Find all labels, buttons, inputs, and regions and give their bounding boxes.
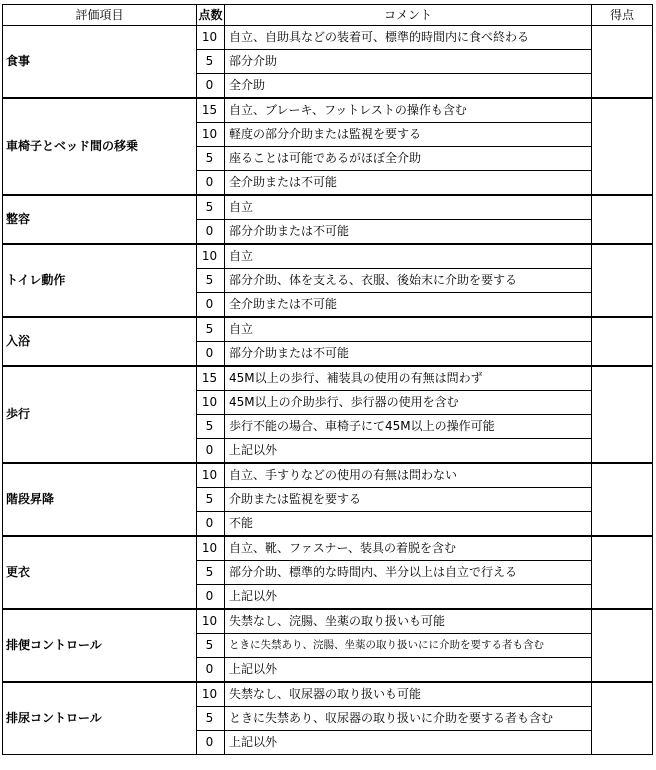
comment-cell: 上記以外 — [225, 439, 592, 464]
evaluation-item: 排便コントロール — [3, 609, 197, 682]
points-cell: 10 — [197, 463, 225, 488]
evaluation-item: 階段昇降 — [3, 463, 197, 536]
comment-cell: 失禁なし、浣腸、坐薬の取り扱いも可能 — [225, 609, 592, 634]
evaluation-item: 排尿コントロール — [3, 682, 197, 755]
points-cell: 5 — [197, 317, 225, 342]
points-cell: 10 — [197, 682, 225, 707]
points-cell: 15 — [197, 366, 225, 391]
score-input-cell[interactable] — [592, 244, 653, 317]
score-input-cell[interactable] — [592, 195, 653, 244]
comment-cell: 軽度の部分介助または監視を要する — [225, 123, 592, 147]
comment-cell: 部分介助または不可能 — [225, 220, 592, 245]
points-cell: 5 — [197, 488, 225, 512]
header-points: 点数 — [197, 5, 225, 26]
header-comment: コメント — [225, 5, 592, 26]
evaluation-item: 食事 — [3, 26, 197, 99]
comment-cell: 全介助または不可能 — [225, 293, 592, 318]
score-input-cell[interactable] — [592, 366, 653, 463]
comment-cell: 上記以外 — [225, 585, 592, 610]
points-cell: 5 — [197, 147, 225, 171]
points-cell: 0 — [197, 512, 225, 537]
header-item: 評価項目 — [3, 5, 197, 26]
points-cell: 10 — [197, 536, 225, 561]
points-cell: 5 — [197, 561, 225, 585]
points-cell: 5 — [197, 707, 225, 731]
comment-cell: 自立 — [225, 244, 592, 269]
points-cell: 0 — [197, 731, 225, 755]
comment-cell: 部分介助 — [225, 50, 592, 74]
evaluation-item: トイレ動作 — [3, 244, 197, 317]
comment-cell: 45M以上の介助歩行、歩行器の使用を含む — [225, 391, 592, 415]
points-cell: 0 — [197, 342, 225, 367]
evaluation-item: 更衣 — [3, 536, 197, 609]
comment-cell: 自立、靴、ファスナー、装具の着脱を含む — [225, 536, 592, 561]
points-cell: 0 — [197, 74, 225, 99]
points-cell: 5 — [197, 195, 225, 220]
table-row — [3, 244, 653, 269]
evaluation-item: 入浴 — [3, 317, 197, 366]
score-input-cell[interactable] — [592, 536, 653, 609]
points-cell: 0 — [197, 293, 225, 318]
points-cell: 0 — [197, 585, 225, 610]
comment-cell: 歩行不能の場合、車椅子にて45M以上の操作可能 — [225, 415, 592, 439]
table-row — [3, 463, 653, 488]
comment-cell: 不能 — [225, 512, 592, 537]
points-cell: 5 — [197, 269, 225, 293]
comment-cell: 座ることは可能であるがほぼ全介助 — [225, 147, 592, 171]
comment-cell: 自立、ブレーキ、フットレストの操作も含む — [225, 98, 592, 123]
comment-cell: 自立、自助具などの装着可、標準的時間内に食べ終わる — [225, 26, 592, 50]
table-body — [3, 26, 653, 755]
points-cell: 15 — [197, 98, 225, 123]
points-cell: 5 — [197, 634, 225, 658]
table-row — [3, 317, 653, 342]
comment-cell: 部分介助または不可能 — [225, 342, 592, 367]
points-cell: 10 — [197, 244, 225, 269]
evaluation-item: 整容 — [3, 195, 197, 244]
points-cell: 5 — [197, 50, 225, 74]
comment-cell: 介助または監視を要する — [225, 488, 592, 512]
points-cell: 5 — [197, 415, 225, 439]
comment-cell: 全介助 — [225, 74, 592, 99]
header-score: 得点 — [592, 5, 653, 26]
table-row — [3, 682, 653, 707]
comment-cell: 45M以上の歩行、補装具の使用の有無は問わず — [225, 366, 592, 391]
points-cell: 10 — [197, 391, 225, 415]
comment-cell: 部分介助、体を支える、衣服、後始末に介助を要する — [225, 269, 592, 293]
points-cell: 10 — [197, 609, 225, 634]
evaluation-item: 車椅子とベッド間の移乗 — [3, 98, 197, 195]
score-input-cell[interactable] — [592, 317, 653, 366]
table-row — [3, 536, 653, 561]
points-cell: 0 — [197, 220, 225, 245]
table-row — [3, 98, 653, 123]
comment-cell: 全介助または不可能 — [225, 171, 592, 196]
comment-cell: 失禁なし、収尿器の取り扱いも可能 — [225, 682, 592, 707]
comment-cell: 上記以外 — [225, 658, 592, 683]
score-input-cell[interactable] — [592, 98, 653, 195]
table-row — [3, 26, 653, 50]
points-cell: 0 — [197, 439, 225, 464]
comment-cell: ときに失禁あり、収尿器の取り扱いに介助を要する者も含む — [225, 707, 592, 731]
comment-cell: 自立、手すりなどの使用の有無は問わない — [225, 463, 592, 488]
barthel-index-table — [2, 4, 653, 755]
score-input-cell[interactable] — [592, 609, 653, 682]
score-input-cell[interactable] — [592, 463, 653, 536]
points-cell: 0 — [197, 171, 225, 196]
table-row — [3, 195, 653, 220]
points-cell: 10 — [197, 123, 225, 147]
header-row — [3, 5, 653, 26]
score-input-cell[interactable] — [592, 682, 653, 755]
score-input-cell[interactable] — [592, 26, 653, 99]
comment-cell: 自立 — [225, 195, 592, 220]
comment-cell: ときに失禁あり、浣腸、坐薬の取り扱いにに介助を要する者も含む — [225, 634, 592, 658]
table-row — [3, 366, 653, 391]
points-cell: 0 — [197, 658, 225, 683]
points-cell: 10 — [197, 26, 225, 50]
comment-cell: 自立 — [225, 317, 592, 342]
comment-cell: 上記以外 — [225, 731, 592, 755]
comment-cell: 部分介助、標準的な時間内、半分以上は自立で行える — [225, 561, 592, 585]
table-row — [3, 609, 653, 634]
evaluation-item: 歩行 — [3, 366, 197, 463]
